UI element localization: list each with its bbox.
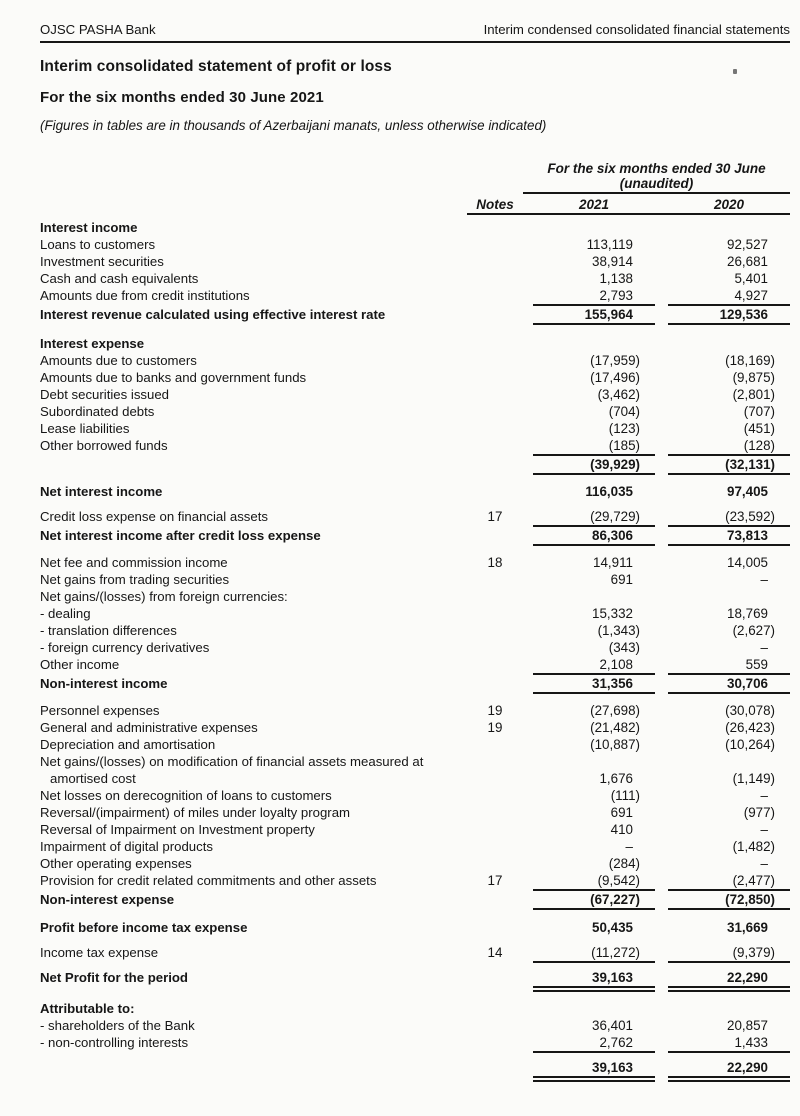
value-text: 22,290	[727, 970, 768, 985]
row-label: Net losses on derecognition of loans to customers	[40, 788, 332, 803]
row-label: Net fee and commission income	[40, 555, 228, 570]
table-row	[40, 306, 790, 323]
table-row	[40, 1017, 790, 1034]
value-text: (1,149)	[732, 771, 775, 786]
value-cell-2020	[668, 554, 790, 571]
row-note-ref: 17	[487, 509, 503, 524]
value-cell-2020	[668, 736, 790, 753]
table-row	[40, 483, 790, 500]
value-cell-2020	[668, 437, 790, 454]
value-text: 2,108	[599, 657, 633, 672]
value-cell-2021	[533, 736, 655, 753]
table-row	[40, 944, 790, 961]
value-cell-2021	[533, 891, 655, 908]
value-cell-2021	[533, 287, 655, 304]
value-cell-2020	[668, 969, 790, 986]
value-text: 559	[745, 657, 768, 672]
row-label: Non-interest expense	[40, 892, 175, 907]
value-text: (343)	[608, 640, 640, 655]
statement-table	[40, 219, 790, 1076]
value-text: 1,676	[599, 771, 633, 786]
table-row	[40, 554, 790, 571]
table-row	[40, 253, 790, 270]
value-text: (128)	[743, 438, 775, 453]
row-label: Provision for credit related commitments and other assets	[40, 873, 377, 888]
row-label: - shareholders of the Bank	[40, 1018, 195, 1033]
value-text: (30,078)	[725, 703, 775, 718]
value-cell-2020	[668, 420, 790, 437]
table-row	[40, 287, 790, 304]
value-cell-2020	[668, 527, 790, 544]
value-text: (707)	[743, 404, 775, 419]
table-row	[40, 420, 790, 437]
row-note-ref: 14	[487, 945, 503, 960]
row-label: Reversal/(impairment) of miles under loyalty program	[40, 805, 351, 820]
table-row	[40, 508, 790, 525]
table-row	[40, 456, 790, 473]
value-cell-2021	[533, 702, 655, 719]
value-cell-2021	[533, 571, 655, 588]
row-label: Debt securities issued	[40, 387, 170, 402]
table-row	[40, 622, 790, 639]
table-row	[40, 872, 790, 889]
row-label: Cash and cash equivalents	[40, 271, 199, 286]
value-cell-2021	[533, 386, 655, 403]
table-row	[40, 588, 790, 605]
value-cell-2021	[533, 270, 655, 287]
value-cell-2020	[668, 855, 790, 872]
value-cell-2021	[533, 770, 655, 787]
table-row	[40, 270, 790, 287]
value-text: 39,163	[592, 970, 633, 985]
value-text: (26,423)	[725, 720, 775, 735]
row-label	[40, 753, 467, 787]
value-cell-2021	[533, 1034, 655, 1051]
value-text: (29,729)	[590, 509, 640, 524]
value-text: 1,138	[599, 271, 633, 286]
value-cell-2021	[533, 352, 655, 369]
value-cell-2020	[668, 804, 790, 821]
row-label: Net gains from trading securities	[40, 572, 230, 587]
row-label: Amounts due to customers	[40, 353, 197, 368]
row-label: Interest income	[40, 220, 138, 235]
value-text: (2,801)	[732, 387, 775, 402]
value-text: (9,379)	[732, 945, 775, 960]
table-row	[40, 919, 790, 936]
value-text: (18,169)	[725, 353, 775, 368]
value-cell-2021	[533, 306, 655, 323]
value-text: 129,536	[719, 307, 768, 322]
row-label: Loans to customers	[40, 237, 156, 252]
row-label: Amounts due from credit institutions	[40, 288, 250, 303]
row-note-ref: 17	[487, 873, 503, 888]
row-label: Net interest income	[40, 484, 163, 499]
value-text: (977)	[743, 805, 775, 820]
value-text: 97,405	[727, 484, 768, 499]
table-row	[40, 702, 790, 719]
value-text: 116,035	[585, 484, 633, 499]
value-text: 2,793	[599, 288, 633, 303]
value-text: (9,875)	[732, 370, 775, 385]
bank-name: OJSC PASHA Bank	[40, 22, 156, 37]
value-text: 14,005	[727, 555, 768, 570]
value-text: (1,482)	[732, 839, 775, 854]
table-row	[40, 804, 790, 821]
row-label: - non-controlling interests	[40, 1035, 189, 1050]
value-text: 38,914	[592, 254, 633, 269]
value-cell-2020	[668, 605, 790, 622]
value-cell-2020	[668, 891, 790, 908]
table-row	[40, 1059, 790, 1076]
value-text: 5,401	[734, 271, 768, 286]
value-text: 4,927	[734, 288, 768, 303]
value-text: 86,306	[592, 528, 633, 543]
value-text: 14,911	[593, 555, 633, 570]
col-header-2021: 2021	[578, 197, 610, 212]
period-header-line1: For the six months ended 30 June	[547, 161, 766, 176]
value-text: 50,435	[592, 920, 633, 935]
row-note-ref: 19	[487, 703, 503, 718]
value-cell-2021	[533, 804, 655, 821]
value-text: (3,462)	[597, 387, 640, 402]
table-row	[40, 352, 790, 369]
statement-title: Interim consolidated statement of profit or loss	[40, 58, 392, 75]
row-label: Depreciation and amortisation	[40, 737, 216, 752]
value-cell-2021	[533, 554, 655, 571]
value-text: 31,669	[727, 920, 768, 935]
value-cell-2021	[533, 253, 655, 270]
table-row	[40, 403, 790, 420]
value-cell-2020	[668, 702, 790, 719]
col-header-notes: Notes	[476, 197, 514, 212]
table-row	[40, 736, 790, 753]
value-cell-2020	[668, 838, 790, 855]
value-cell-2020	[668, 352, 790, 369]
value-text: 15,332	[592, 606, 633, 621]
table-period-header-row	[40, 161, 790, 194]
value-text: (17,959)	[590, 353, 640, 368]
value-cell-2021	[533, 872, 655, 889]
value-cell-2021	[533, 838, 655, 855]
value-text: 39,163	[592, 1060, 633, 1075]
value-text: –	[760, 640, 768, 655]
value-text: 92,527	[727, 237, 768, 252]
value-text: 30,706	[727, 676, 768, 691]
value-cell-2021	[533, 1017, 655, 1034]
value-cell-2020	[668, 403, 790, 420]
row-label: Lease liabilities	[40, 421, 130, 436]
row-label: Personnel expenses	[40, 703, 160, 718]
row-label-line2: amortised cost	[50, 771, 136, 786]
value-text: (10,887)	[590, 737, 640, 752]
value-cell-2020	[668, 483, 790, 500]
table-row	[40, 369, 790, 386]
value-text: 691	[610, 572, 633, 587]
value-text: (2,627)	[732, 623, 775, 638]
page-header	[40, 22, 790, 43]
value-cell-2021	[533, 639, 655, 656]
value-cell-2020	[668, 872, 790, 889]
row-label: Reversal of Impairment on Investment property	[40, 822, 315, 837]
value-text: (17,496)	[590, 370, 640, 385]
value-text: (1,343)	[597, 623, 640, 638]
row-label: - translation differences	[40, 623, 177, 638]
units-note: (Figures in tables are in thousands of Azerbaijani manats, unless otherwise indicated)	[40, 118, 547, 133]
table-row	[40, 236, 790, 253]
value-cell-2020	[668, 622, 790, 639]
value-cell-2020	[668, 253, 790, 270]
table-row	[40, 753, 790, 787]
table-row	[40, 787, 790, 804]
row-label: - foreign currency derivatives	[40, 640, 210, 655]
table-row	[40, 437, 790, 454]
row-label: - dealing	[40, 606, 91, 621]
value-cell-2020	[668, 639, 790, 656]
scan-speck	[733, 69, 737, 74]
row-label: Non-interest income	[40, 676, 168, 691]
value-cell-2020	[668, 508, 790, 525]
value-text: (72,850)	[725, 892, 775, 907]
value-cell-2020	[668, 306, 790, 323]
table-row	[40, 219, 790, 236]
table-row	[40, 571, 790, 588]
table-row	[40, 656, 790, 673]
period-header-line2: (unaudited)	[619, 176, 694, 191]
value-text: (23,592)	[725, 509, 775, 524]
value-cell-2020	[668, 1059, 790, 1076]
value-text: –	[760, 856, 768, 871]
table-row	[40, 969, 790, 986]
row-label: Subordinated debts	[40, 404, 155, 419]
header-spacer	[40, 196, 467, 215]
value-text: (10,264)	[725, 737, 775, 752]
table-row	[40, 1000, 790, 1017]
table-row	[40, 335, 790, 352]
row-note-ref: 18	[487, 555, 503, 570]
value-text: (39,929)	[590, 457, 640, 472]
value-cell-2020	[668, 944, 790, 961]
value-cell-2020	[668, 236, 790, 253]
value-cell-2021	[533, 236, 655, 253]
value-text: (111)	[610, 788, 640, 803]
row-label: Interest revenue calculated using effective interest rate	[40, 307, 386, 322]
value-cell-2020	[668, 919, 790, 936]
row-label: Other borrowed funds	[40, 438, 168, 453]
value-cell-2021	[533, 508, 655, 525]
value-text: (11,272)	[591, 945, 640, 960]
value-cell-2021	[533, 1059, 655, 1076]
value-text: 36,401	[592, 1018, 633, 1033]
row-label: Income tax expense	[40, 945, 159, 960]
table-column-header-row	[40, 196, 790, 215]
value-cell-2021	[533, 855, 655, 872]
header-right-text: Interim condensed consolidated financial statements	[483, 22, 790, 37]
row-label: Net Profit for the period	[40, 970, 188, 985]
value-cell-2021	[533, 969, 655, 986]
value-text: (123)	[608, 421, 640, 436]
value-text: (32,131)	[725, 457, 775, 472]
value-text: 20,857	[727, 1018, 768, 1033]
value-cell-2021	[533, 527, 655, 544]
value-text: –	[760, 822, 768, 837]
value-text: 410	[610, 822, 633, 837]
value-text: (284)	[608, 856, 640, 871]
value-text: (2,477)	[732, 873, 775, 888]
table-row	[40, 605, 790, 622]
value-cell-2021	[533, 675, 655, 692]
value-cell-2020	[668, 787, 790, 804]
value-text: 73,813	[727, 528, 768, 543]
value-cell-2021	[533, 719, 655, 736]
value-cell-2021	[533, 456, 655, 473]
value-cell-2021	[533, 919, 655, 936]
table-row	[40, 386, 790, 403]
value-text: (185)	[608, 438, 640, 453]
value-text: –	[760, 788, 768, 803]
value-cell-2021	[533, 403, 655, 420]
value-cell-2020	[668, 675, 790, 692]
row-note-ref: 19	[487, 720, 503, 735]
value-cell-2021	[533, 420, 655, 437]
period-header	[523, 161, 790, 194]
value-cell-2021	[533, 437, 655, 454]
value-cell-2021	[533, 483, 655, 500]
row-label: Credit loss expense on financial assets	[40, 509, 268, 524]
statement-period-title: For the six months ended 30 June 2021	[40, 89, 324, 106]
value-text: 691	[610, 805, 633, 820]
value-cell-2021	[533, 622, 655, 639]
value-text: 155,964	[584, 307, 633, 322]
value-cell-2020	[668, 270, 790, 287]
value-cell-2021	[533, 944, 655, 961]
value-cell-2021	[533, 369, 655, 386]
table-row	[40, 719, 790, 736]
value-text: 113,119	[586, 237, 633, 252]
row-label: Other income	[40, 657, 120, 672]
column-headers	[467, 196, 790, 215]
row-label: General and administrative expenses	[40, 720, 258, 735]
value-cell-2021	[533, 656, 655, 673]
value-cell-2020	[668, 770, 790, 787]
value-text: 2,762	[599, 1035, 633, 1050]
value-text: (704)	[608, 404, 640, 419]
table-row	[40, 675, 790, 692]
row-label: Net gains/(losses) from foreign currencies:	[40, 589, 288, 604]
row-label: Impairment of digital products	[40, 839, 213, 854]
table-row	[40, 821, 790, 838]
row-label: Net interest income after credit loss expense	[40, 528, 321, 543]
table-row	[40, 639, 790, 656]
value-cell-2020	[668, 571, 790, 588]
table-row	[40, 891, 790, 908]
value-text: –	[760, 572, 768, 587]
table-row	[40, 855, 790, 872]
value-text: (27,698)	[590, 703, 640, 718]
value-text: (21,482)	[590, 720, 640, 735]
value-text: (9,542)	[597, 873, 640, 888]
row-label: Interest expense	[40, 336, 145, 351]
value-cell-2020	[668, 1017, 790, 1034]
row-label: Investment securities	[40, 254, 164, 269]
value-text: 26,681	[727, 254, 768, 269]
value-cell-2020	[668, 656, 790, 673]
col-header-2020: 2020	[713, 197, 745, 212]
row-label: Amounts due to banks and government funds	[40, 370, 307, 385]
table-row	[40, 1034, 790, 1051]
value-text: 31,356	[592, 676, 633, 691]
table-row	[40, 527, 790, 544]
value-cell-2021	[533, 821, 655, 838]
row-label: Other operating expenses	[40, 856, 192, 871]
value-text: (67,227)	[590, 892, 640, 907]
value-cell-2020	[668, 1034, 790, 1051]
header-spacer	[40, 161, 523, 194]
value-text: 18,769	[727, 606, 768, 621]
value-text: (451)	[743, 421, 775, 436]
value-cell-2020	[668, 821, 790, 838]
value-cell-2021	[533, 605, 655, 622]
value-cell-2020	[668, 386, 790, 403]
value-cell-2020	[668, 369, 790, 386]
value-cell-2020	[668, 287, 790, 304]
value-cell-2020	[668, 456, 790, 473]
row-label: Attributable to:	[40, 1001, 135, 1016]
row-label: Profit before income tax expense	[40, 920, 248, 935]
value-text: –	[625, 839, 633, 854]
value-text: 1,433	[734, 1035, 768, 1050]
row-label-line1: Net gains/(losses) on modification of financial assets measured at	[40, 754, 424, 769]
value-text: 22,290	[727, 1060, 768, 1075]
value-cell-2021	[533, 787, 655, 804]
value-cell-2020	[668, 719, 790, 736]
table-row	[40, 838, 790, 855]
